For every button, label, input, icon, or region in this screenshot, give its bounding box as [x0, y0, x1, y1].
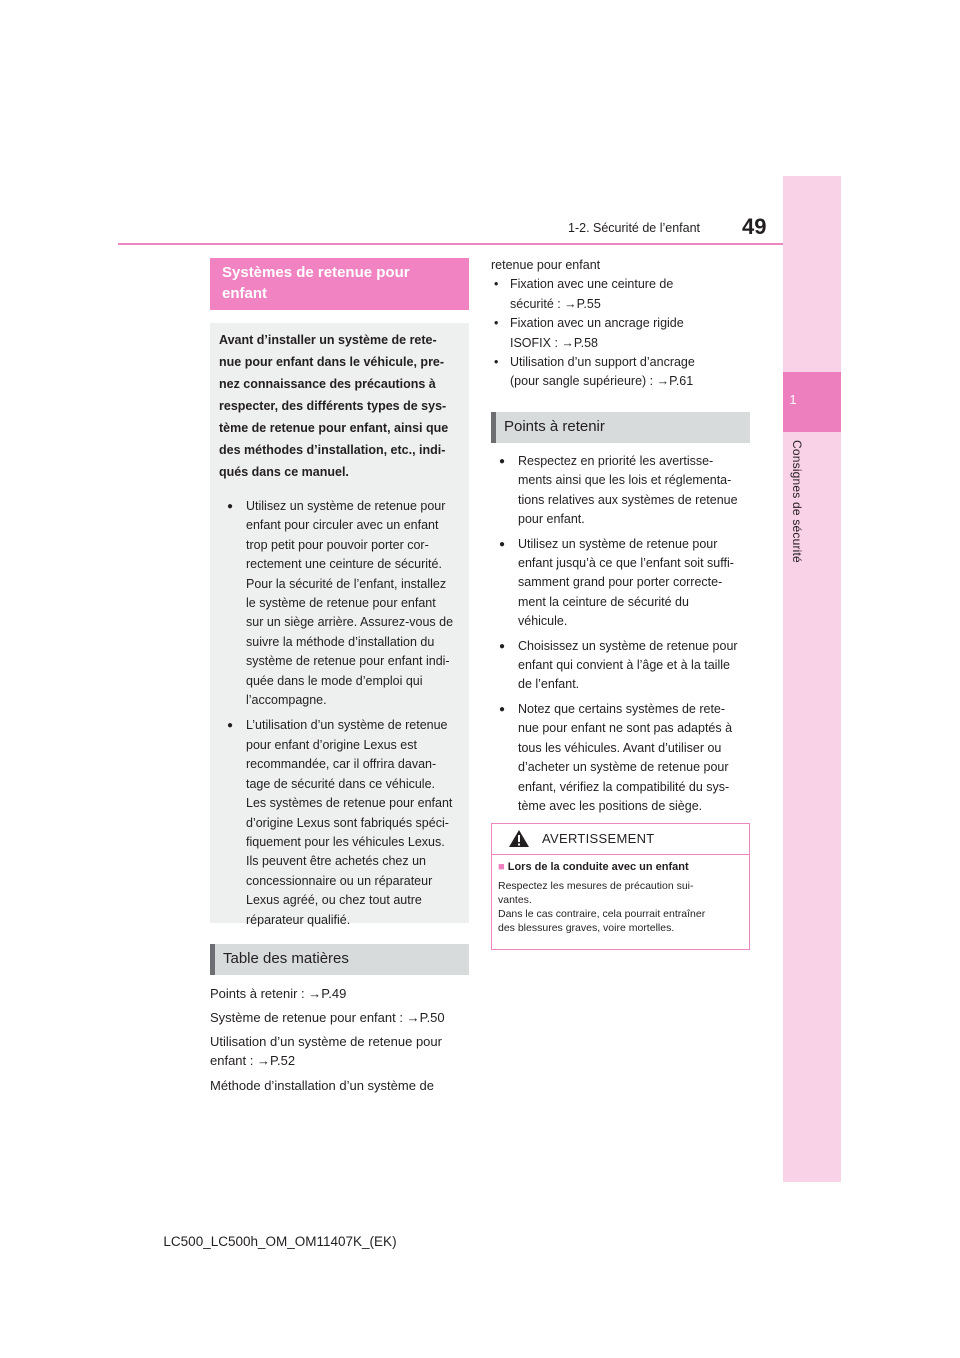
- warning-triangle-icon: [508, 829, 530, 848]
- bullet-line: de l’enfant.: [518, 677, 580, 692]
- bullet-line: quée dans le mode d’emploi qui: [246, 673, 423, 688]
- chapter-side-tab: [783, 176, 841, 1182]
- footer-code: LC500_LC500h_OM_OM11407K_(EK): [163, 1234, 397, 1249]
- warning-title-bar: [492, 824, 749, 855]
- warning-box: [491, 823, 750, 950]
- chapter-label: Consignes de sécurité: [790, 440, 804, 563]
- bullet-line: Lexus agréé, ou chez tout autre: [246, 893, 422, 908]
- points-list: [491, 443, 751, 816]
- toc-sub-line: (pour sangle supérieure) : →P.61: [510, 374, 694, 389]
- bullet-line: d’acheter un système de retenue pour: [518, 760, 729, 775]
- bullet-line: véhicule.: [518, 614, 568, 629]
- toc-sub-item[interactable]: [491, 275, 751, 314]
- bullet-line: suivre la méthode d’installation du: [246, 634, 435, 649]
- sub-bullet-icon: •: [494, 316, 499, 331]
- toc-link[interactable]: Points à retenir : →P.49: [210, 986, 347, 1001]
- bullet-item: [491, 535, 751, 632]
- bullet-line: Les systèmes de retenue pour enfant: [246, 796, 453, 811]
- square-bullet-icon: ■: [498, 861, 505, 873]
- bullet-dot-icon: ●: [499, 640, 506, 652]
- points-heading: Points à retenir: [491, 412, 750, 443]
- sub-bullet-icon: •: [494, 355, 499, 370]
- footer: [0, 1234, 960, 1249]
- page-number: 49: [742, 214, 767, 239]
- intro-line: nez connaissance des précautions à: [219, 377, 436, 391]
- toc-sub-item[interactable]: [491, 314, 751, 353]
- warning-title: AVERTISSEMENT: [542, 831, 655, 846]
- section-title: 1-2. Sécurité de l’enfant: [568, 221, 701, 235]
- bullet-dot-icon: ●: [227, 720, 234, 732]
- bullet-line: tème avec les positions de siège.: [518, 798, 703, 813]
- intro-line: nue pour enfant dans le véhicule, pre-: [219, 355, 445, 369]
- toc-continued-line: retenue pour enfant: [491, 258, 601, 272]
- bullet-line: Utilisez un système de retenue pour: [518, 536, 718, 551]
- bullet-dot-icon: ●: [227, 501, 234, 512]
- bullet-item: [219, 497, 459, 710]
- bullet-line: Choisissez un système de retenue pour: [518, 638, 738, 653]
- bullet-line: tous les véhicules. Avant d’utiliser ou: [518, 740, 722, 755]
- toc-link[interactable]: Méthode d’installation d’un système de: [210, 1078, 435, 1093]
- bullet-line: Pour la sécurité de l’enfant, installez: [246, 576, 447, 591]
- bullet-item: [491, 637, 751, 695]
- bullet-line: Notez que certains systèmes de rete-: [518, 701, 726, 716]
- bullet-line: pour enfant d’origine Lexus est: [246, 737, 417, 752]
- bullet-dot-icon: ●: [499, 538, 506, 550]
- bullet-line: ment la ceinture de sécurité du: [518, 594, 689, 609]
- bullet-line: L’utilisation d’un système de retenue: [246, 718, 448, 733]
- intro-line: respecter, des différents types de sys-: [219, 399, 447, 413]
- bullet-dot-icon: ●: [499, 703, 506, 715]
- warning-body: [492, 855, 749, 935]
- warning-line: Dans le cas contraire, cela pourrait entraîner: [498, 908, 706, 920]
- bullet-line: ments ainsi que les lois et réglementa-: [518, 473, 732, 488]
- toc-sub-line: Fixation avec un ancrage rigide: [510, 316, 684, 331]
- bullet-line: Utilisez un système de retenue pour: [246, 499, 446, 513]
- bullet-line: Respectez en priorité les avertisse-: [518, 454, 714, 468]
- bullet-line: enfant qui convient à l’âge et à la taille: [518, 658, 730, 673]
- bullet-line: rectement une ceinture de sécurité.: [246, 557, 442, 572]
- warning-line: des blessures graves, voire mortelles.: [498, 922, 675, 934]
- intro-line: tème de retenue pour enfant, ainsi que: [219, 421, 449, 435]
- intro-line: des méthodes d’installation, etc., indi-: [219, 443, 446, 457]
- bullet-line: enfant, vérifiez la compatibilité du sys-: [518, 779, 730, 794]
- intro-line: Avant d’installer un système de rete-: [219, 333, 437, 347]
- bullet-line: nue pour enfant ne sont pas adaptés à: [518, 721, 733, 736]
- bullet-item: [491, 700, 751, 816]
- warning-subtitle-text: Lors de la conduite avec un enfant: [507, 861, 689, 873]
- warning-line: Respectez les mesures de précaution sui-: [498, 880, 694, 892]
- header-rule: [118, 243, 783, 245]
- bullet-line: tions relatives aux systèmes de retenue: [518, 492, 738, 507]
- toc-continued: [491, 256, 751, 392]
- bullet-line: recommandée, car il offrira davan-: [246, 757, 437, 772]
- toc-sub-line: ISOFIX : →P.58: [510, 335, 599, 350]
- bullet-line: le système de retenue pour enfant: [246, 596, 436, 611]
- bullet-line: pour enfant.: [518, 512, 585, 527]
- bullet-line: Ils peuvent être achetés chez un: [246, 854, 426, 869]
- toc-link[interactable]: Système de retenue pour enfant : →P.50: [210, 1010, 445, 1025]
- toc-sub-item[interactable]: [491, 353, 751, 392]
- bullet-line: enfant pour circuler avec un enfant: [246, 518, 439, 533]
- bullet-item: [491, 452, 751, 530]
- bullet-line: d’origine Lexus sont fabriqués spéci-: [246, 815, 449, 830]
- bullet-line: l’accompagne.: [246, 693, 327, 708]
- bullet-dot-icon: ●: [499, 456, 506, 467]
- intro-box: [210, 323, 469, 927]
- sub-bullet-icon: •: [494, 277, 499, 292]
- toc-link[interactable]: Utilisation d’un système de retenue pour: [210, 1034, 442, 1049]
- bullet-line: sur un siège arrière. Assurez-vous de: [246, 615, 454, 630]
- child-systems-heading: Systèmes de retenue pour enfant: [210, 258, 469, 310]
- warning-line: vantes.: [498, 894, 532, 906]
- toc-sub-line: Fixation avec une ceinture de: [510, 277, 674, 292]
- toc-link[interactable]: enfant : →P.52: [210, 1053, 296, 1068]
- bullet-line: trop petit pour pouvoir porter cor-: [246, 537, 429, 552]
- toc-sub-line: Utilisation d’un support d’ancrage: [510, 355, 695, 370]
- bullet-line: tage de sécurité dans ce véhicule.: [246, 776, 436, 791]
- bullet-line: samment grand pour porter correcte-: [518, 575, 723, 590]
- toc-sub-line: sécurité : →P.55: [510, 296, 601, 311]
- bullet-line: enfant jusqu’à ce que l’enfant soit suffi-: [518, 556, 734, 571]
- intro-line: qués dans ce manuel.: [219, 465, 349, 479]
- chapter-number: 1: [789, 392, 797, 407]
- bullet-line: concessionnaire ou un réparateur: [246, 873, 433, 888]
- bullet-line: réparateur qualifié.: [246, 912, 351, 927]
- bullet-line: système de retenue pour enfant indi-: [246, 654, 450, 669]
- toc-heading: Table des matières: [210, 944, 469, 975]
- bullet-item: [219, 716, 459, 929]
- bullet-line: fiquement pour les véhicules Lexus.: [246, 834, 445, 849]
- warning-subtitle: [498, 859, 743, 875]
